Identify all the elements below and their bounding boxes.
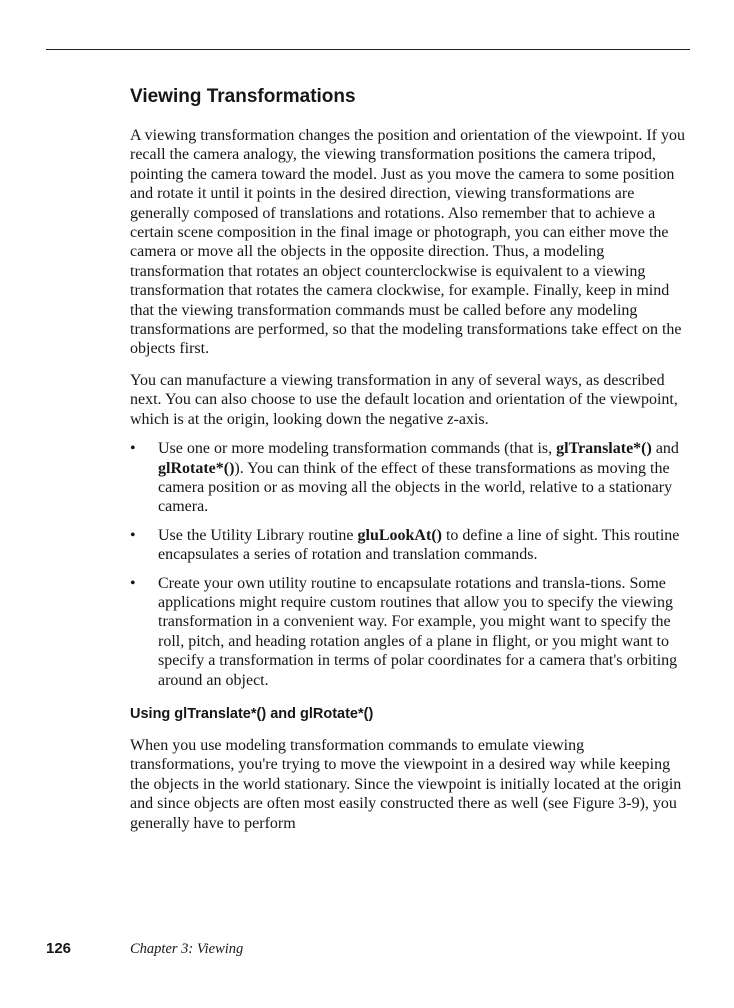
subsection-heading: Using glTranslate*() and glRotate*()	[130, 705, 374, 722]
paragraph-using: When you use modeling transformation commands to emulate viewing transformations, you're trying to move the viewpoint in a desired way while keeping the objects in the world stationary. Since the viewpoint is initially located at the origin and since objects are often most easily constructed there as well (see Figure 3-9), you generally have to perform	[130, 736, 682, 832]
bullet-text: Use the Utility Library routine	[158, 526, 358, 544]
bullet-text: and	[651, 440, 679, 458]
bullet-text: Use one or more modeling transformation commands (that is,	[158, 440, 557, 458]
bullet-text: to define a line of sight. This routine encapsulates a series of rotation and translation commands.	[158, 526, 680, 564]
header-rule	[46, 49, 690, 50]
function-glrotate: glRotate*()	[158, 459, 235, 477]
paragraph-ways-text: You can manufacture a viewing transformation in any of several ways, as described next. You can also choose to use the default location and orientation of the viewpoint, which is at the origin, looking down the negative	[130, 371, 678, 428]
page-number: 126	[46, 940, 72, 957]
bullet-item-custom: • Create your own utility routine to encapsulate rotations and transla-tions. Some applications might require custom routines that allow you to specify the viewing transformation in a convenient way. For example, you might want to specify the roll, pitch, and heading rotation angles of a plane in flight, or you might want to specify a transformation in terms of polar coordinates for a camera that's orbiting around an object.	[130, 574, 686, 690]
paragraph-intro: A viewing transformation changes the position and orientation of the viewpoint. If you recall the camera analogy, the viewing transformation positions the camera tripod, pointing the camera toward the model. Just as you move the camera to some position and rotate it until it points in the desired direction, viewing transformations are generally composed of translations and rotations. Also remember that to achieve a certain scene composition in the final image or photograph, you can either move the camera or move all the objects in the opposite direction. Thus, a modeling transformation that rotates an object counterclockwise is equivalent to a viewing transformation that rotates the camera clockwise, for example. Finally, keep in mind that the viewing transformation commands must be called before any modeling transformations are performed, so that the modeling transformations take effect on the objects first.	[130, 127, 685, 358]
paragraph-ways	[130, 371, 686, 429]
bullet-text: ). You can think of the effect of these transformations as moving the camera position or as moving all the objects in the world, relative to a stationary camera.	[158, 459, 673, 516]
bullet-item-modeling	[130, 439, 686, 517]
bullet-list	[130, 439, 686, 690]
function-glulookat: gluLookAt()	[357, 526, 442, 544]
chapter-title: Chapter 3: Viewing	[130, 941, 244, 957]
axis-variable: z	[447, 410, 454, 428]
paragraph-ways-tail: -axis.	[453, 410, 489, 428]
section-heading: Viewing Transformations	[130, 86, 356, 107]
page-footer	[46, 940, 646, 964]
bullet-item-glulookat	[130, 526, 686, 565]
function-gltranslate: glTranslate*()	[556, 440, 652, 458]
page-content	[130, 84, 686, 833]
